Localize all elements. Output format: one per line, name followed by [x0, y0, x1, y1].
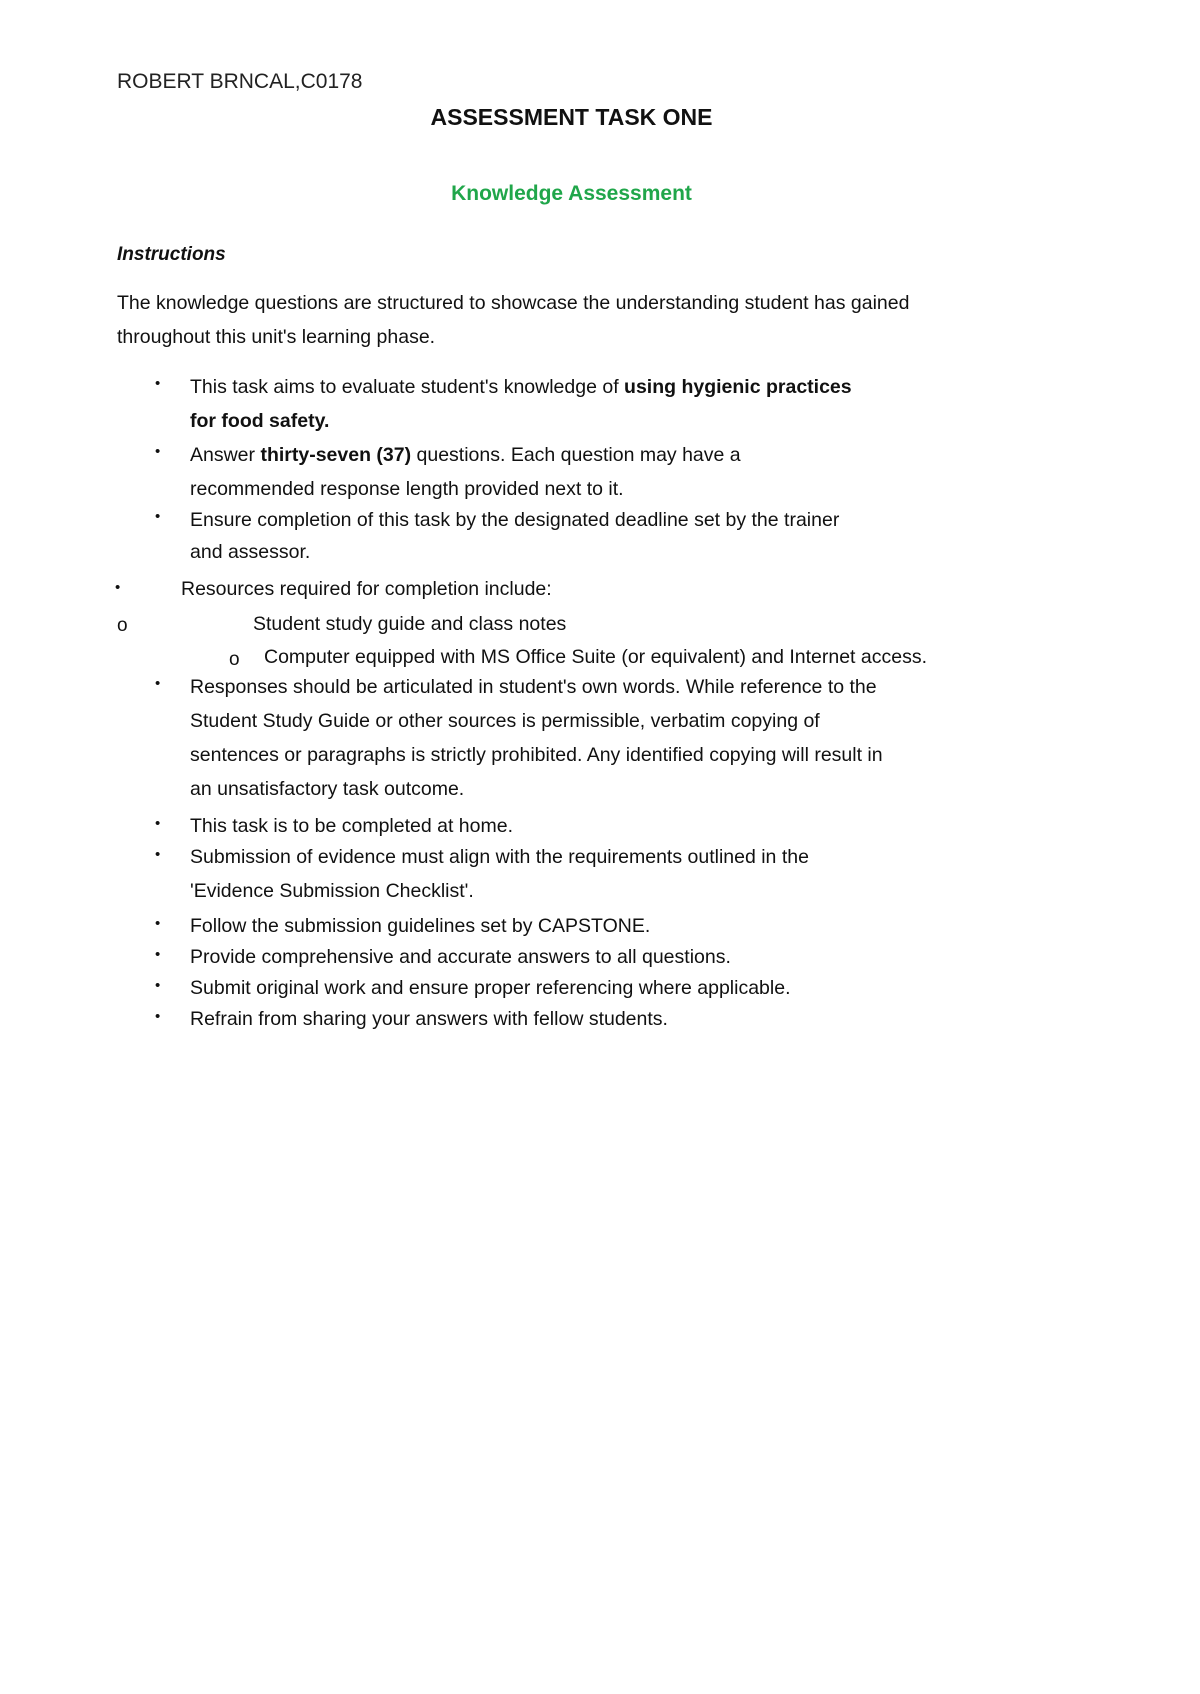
list-item-continuation: sentences or paragraphs is strictly prohibited. Any identified copying will result in — [190, 744, 883, 766]
bullet-marker: • — [155, 915, 161, 932]
bullet-marker: • — [155, 675, 161, 692]
list-item — [190, 444, 741, 467]
list-item-emphasis: using hygienic practices — [624, 376, 852, 398]
list-item: This task is to be completed at home. — [190, 815, 513, 837]
list-item-continuation — [190, 410, 329, 433]
page-subtitle: Knowledge Assessment — [451, 182, 692, 205]
list-item-text: questions. Each question may have a — [411, 444, 741, 466]
list-item: Resources required for completion include: — [181, 578, 552, 600]
list-item-continuation: an unsatisfactory task outcome. — [190, 778, 465, 800]
intro-line-1: The knowledge questions are structured to showcase the understanding student has gained — [117, 292, 910, 314]
sub-list-item: Student study guide and class notes — [253, 613, 567, 635]
list-item-continuation: recommended response length provided next to it. — [190, 478, 624, 500]
list-item-continuation: Student Study Guide or other sources is permissible, verbatim copying of — [190, 710, 820, 732]
circle-marker: o — [117, 615, 128, 636]
list-item-continuation: and assessor. — [190, 541, 311, 563]
sub-list-item: Computer equipped with MS Office Suite (or equivalent) and Internet access. — [264, 646, 927, 668]
list-item: Submission of evidence must align with the requirements outlined in the — [190, 846, 809, 868]
bullet-marker: • — [155, 443, 161, 460]
author-line: ROBERT BRNCAL,C0178 — [117, 70, 363, 93]
bullet-marker: • — [155, 1008, 161, 1025]
list-item — [190, 376, 852, 399]
bullet-marker: • — [155, 946, 161, 963]
list-item-emphasis: for food safety. — [190, 410, 330, 432]
list-item: Submit original work and ensure proper referencing where applicable. — [190, 977, 791, 999]
list-item: Provide comprehensive and accurate answers to all questions. — [190, 946, 731, 968]
list-item-emphasis: thirty-seven (37) — [260, 444, 412, 466]
list-item: Follow the submission guidelines set by CAPSTONE. — [190, 915, 651, 937]
bullet-marker: • — [155, 846, 161, 863]
list-item-text: This task aims to evaluate student's knowledge of — [190, 376, 625, 398]
page-title: ASSESSMENT TASK ONE — [430, 104, 713, 130]
bullet-marker: • — [155, 815, 161, 832]
list-item: Responses should be articulated in student's own words. While reference to the — [190, 676, 877, 698]
list-item: Ensure completion of this task by the designated deadline set by the trainer — [190, 509, 840, 531]
list-item: Refrain from sharing your answers with fellow students. — [190, 1008, 668, 1030]
list-item-text: Answer — [190, 444, 261, 466]
bullet-marker: • — [155, 508, 161, 525]
bullet-marker: • — [155, 375, 161, 392]
list-item-continuation: 'Evidence Submission Checklist'. — [190, 880, 474, 902]
bullet-marker: • — [155, 977, 161, 994]
instructions-heading: Instructions — [117, 244, 226, 265]
intro-line-2: throughout this unit's learning phase. — [117, 326, 436, 348]
circle-marker: o — [229, 649, 240, 670]
bullet-marker: • — [115, 579, 121, 596]
